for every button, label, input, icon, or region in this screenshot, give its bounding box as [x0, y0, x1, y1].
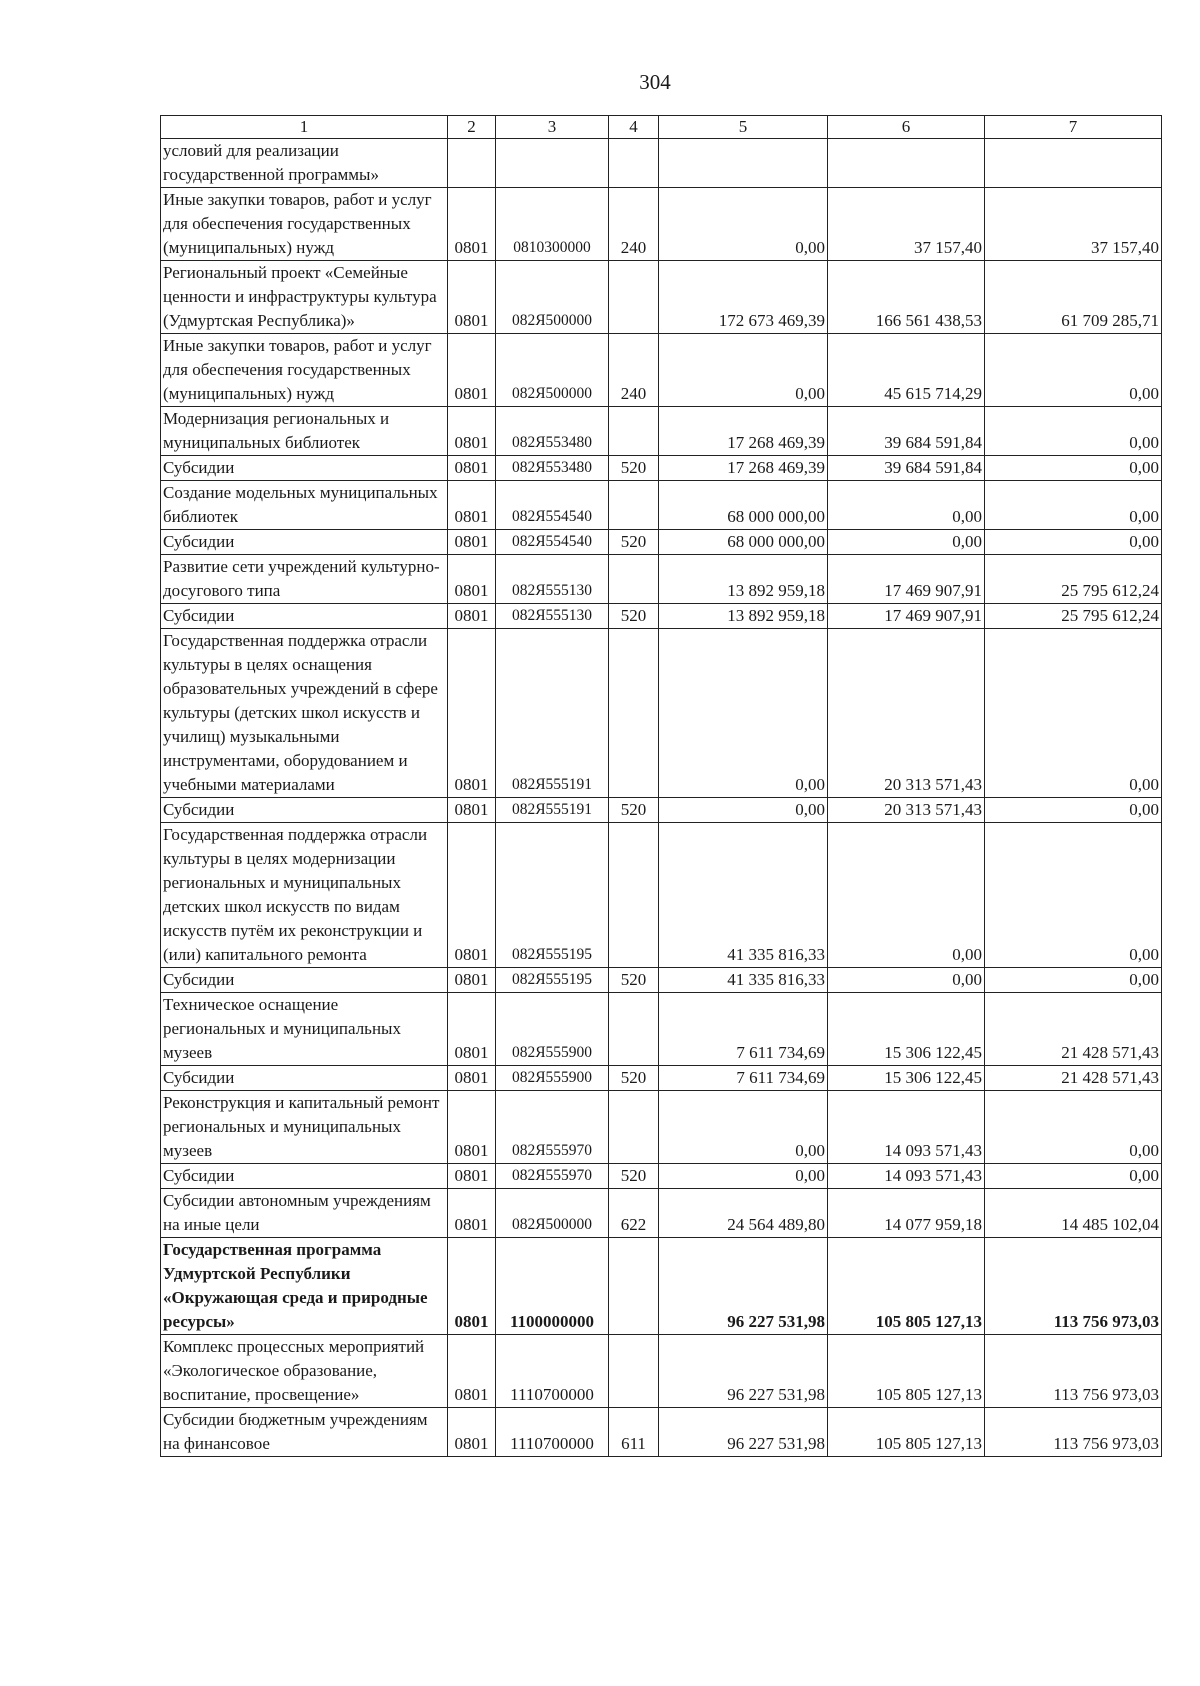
row-name: условий для реализации государственной программы»: [161, 139, 448, 188]
amount-col7: 37 157,40: [985, 188, 1162, 261]
amount-col5: 68 000 000,00: [659, 481, 828, 530]
section-code: 0801: [448, 407, 496, 456]
amount-col7: 113 756 973,03: [985, 1335, 1162, 1408]
section-code: [448, 139, 496, 188]
target-article: 082Я555130: [496, 604, 609, 629]
column-header-1: 1: [161, 116, 448, 139]
amount-col7: 0,00: [985, 1164, 1162, 1189]
section-code: 0801: [448, 604, 496, 629]
row-name: Государственная программа Удмуртской Республики «Окружающая среда и природные ресурсы»: [161, 1238, 448, 1335]
expense-type: [609, 823, 659, 968]
amount-col7: 0,00: [985, 407, 1162, 456]
column-header-5: 5: [659, 116, 828, 139]
section-code: 0801: [448, 993, 496, 1066]
expense-type: 520: [609, 1164, 659, 1189]
amount-col5: 17 268 469,39: [659, 456, 828, 481]
expense-type: 240: [609, 188, 659, 261]
row-name: Государственная поддержка отрасли культуры в целях оснащения образовательных учреждений в сфере культуры (детских школ искусств и училищ) музыкальными инструментами, оборудованием и учебными материалами: [161, 629, 448, 798]
table-row-program: [161, 1238, 1162, 1335]
expense-type: [609, 139, 659, 188]
amount-col7: 0,00: [985, 530, 1162, 555]
expense-type: [609, 407, 659, 456]
amount-col7: 25 795 612,24: [985, 555, 1162, 604]
amount-col6: 105 805 127,13: [828, 1335, 985, 1408]
section-code: 0801: [448, 261, 496, 334]
expense-type: [609, 993, 659, 1066]
expense-type: [609, 481, 659, 530]
expense-type: 520: [609, 456, 659, 481]
row-name: Субсидии: [161, 456, 448, 481]
table-row: [161, 1091, 1162, 1164]
amount-col7: 0,00: [985, 968, 1162, 993]
amount-col5: 0,00: [659, 798, 828, 823]
section-code: 0801: [448, 456, 496, 481]
amount-col6: 39 684 591,84: [828, 456, 985, 481]
row-name: Государственная поддержка отрасли культуры в целях модернизации региональных и муниципальных детских школ искусств по видам искусств путём их реконструкции и (или) капитального ремонта: [161, 823, 448, 968]
row-name: Субсидии автономным учреждениям на иные цели: [161, 1189, 448, 1238]
row-name: Региональный проект «Семейные ценности и инфраструктуры культура (Удмуртская Республика)»: [161, 261, 448, 334]
column-header-2: 2: [448, 116, 496, 139]
row-name: Субсидии: [161, 798, 448, 823]
target-article: 082Я553480: [496, 456, 609, 481]
amount-col5: 172 673 469,39: [659, 261, 828, 334]
amount-col6: 15 306 122,45: [828, 993, 985, 1066]
amount-col5: 7 611 734,69: [659, 993, 828, 1066]
table-row: [161, 968, 1162, 993]
section-code: 0801: [448, 1189, 496, 1238]
target-article: 082Я555970: [496, 1164, 609, 1189]
expense-type: 520: [609, 530, 659, 555]
amount-col6: 37 157,40: [828, 188, 985, 261]
row-name: Субсидии: [161, 1164, 448, 1189]
section-code: 0801: [448, 334, 496, 407]
table-row: [161, 555, 1162, 604]
section-code: 0801: [448, 1335, 496, 1408]
table-row: [161, 629, 1162, 798]
column-header-7: 7: [985, 116, 1162, 139]
table-row: [161, 334, 1162, 407]
table-row: [161, 1408, 1162, 1457]
amount-col5: 7 611 734,69: [659, 1066, 828, 1091]
amount-col6: 0,00: [828, 823, 985, 968]
expense-type: [609, 1335, 659, 1408]
target-article: 082Я555900: [496, 1066, 609, 1091]
target-article: 0810300000: [496, 188, 609, 261]
table-row: [161, 407, 1162, 456]
expense-type: 611: [609, 1408, 659, 1457]
amount-col5: 13 892 959,18: [659, 604, 828, 629]
table-row: [161, 188, 1162, 261]
row-name: Иные закупки товаров, работ и услуг для обеспечения государственных (муниципальных) нужд: [161, 334, 448, 407]
amount-col7: 0,00: [985, 629, 1162, 798]
section-code: 0801: [448, 1091, 496, 1164]
amount-col6: [828, 139, 985, 188]
amount-col6: 0,00: [828, 481, 985, 530]
row-name: Техническое оснащение региональных и муниципальных музеев: [161, 993, 448, 1066]
table-row: [161, 798, 1162, 823]
row-name: Создание модельных муниципальных библиотек: [161, 481, 448, 530]
target-article: 082Я555191: [496, 629, 609, 798]
target-article: 1110700000: [496, 1408, 609, 1457]
amount-col7: 0,00: [985, 798, 1162, 823]
column-header-3: 3: [496, 116, 609, 139]
section-code: 0801: [448, 555, 496, 604]
amount-col5: 24 564 489,80: [659, 1189, 828, 1238]
target-article: 082Я554540: [496, 481, 609, 530]
table-row: [161, 604, 1162, 629]
target-article: 082Я555130: [496, 555, 609, 604]
expense-type: [609, 555, 659, 604]
target-article: 082Я555195: [496, 823, 609, 968]
amount-col5: 17 268 469,39: [659, 407, 828, 456]
table-row: [161, 261, 1162, 334]
target-article: 1100000000: [496, 1238, 609, 1335]
row-name: Комплекс процессных мероприятий «Экологическое образование, воспитание, просвещение»: [161, 1335, 448, 1408]
amount-col7: 0,00: [985, 823, 1162, 968]
table-row: [161, 481, 1162, 530]
target-article: 082Я555900: [496, 993, 609, 1066]
amount-col5: [659, 139, 828, 188]
target-article: 082Я553480: [496, 407, 609, 456]
row-name: Субсидии бюджетным учреждениям на финансовое: [161, 1408, 448, 1457]
table-row: [161, 456, 1162, 481]
row-name: Реконструкция и капитальный ремонт региональных и муниципальных музеев: [161, 1091, 448, 1164]
target-article: 082Я500000: [496, 261, 609, 334]
section-code: 0801: [448, 1066, 496, 1091]
expense-type: 240: [609, 334, 659, 407]
table-row: [161, 823, 1162, 968]
amount-col5: 0,00: [659, 1091, 828, 1164]
target-article: 082Я554540: [496, 530, 609, 555]
amount-col6: 105 805 127,13: [828, 1408, 985, 1457]
target-article: [496, 139, 609, 188]
amount-col6: 0,00: [828, 530, 985, 555]
expense-type: [609, 629, 659, 798]
row-name: Субсидии: [161, 968, 448, 993]
amount-col6: 20 313 571,43: [828, 798, 985, 823]
amount-col7: 113 756 973,03: [985, 1408, 1162, 1457]
amount-col7: [985, 139, 1162, 188]
amount-col6: 17 469 907,91: [828, 604, 985, 629]
section-code: 0801: [448, 629, 496, 798]
row-name: Модернизация региональных и муниципальных библиотек: [161, 407, 448, 456]
column-header-6: 6: [828, 116, 985, 139]
amount-col7: 0,00: [985, 481, 1162, 530]
table-row: [161, 993, 1162, 1066]
target-article: 082Я500000: [496, 334, 609, 407]
amount-col6: 0,00: [828, 968, 985, 993]
section-code: 0801: [448, 530, 496, 555]
row-name: Субсидии: [161, 530, 448, 555]
amount-col5: 96 227 531,98: [659, 1238, 828, 1335]
row-name: Развитие сети учреждений культурно-досугового типа: [161, 555, 448, 604]
amount-col6: 39 684 591,84: [828, 407, 985, 456]
amount-col6: 20 313 571,43: [828, 629, 985, 798]
table-row: [161, 1164, 1162, 1189]
amount-col5: 0,00: [659, 1164, 828, 1189]
amount-col6: 14 093 571,43: [828, 1164, 985, 1189]
amount-col5: 0,00: [659, 629, 828, 798]
table-row: [161, 139, 1162, 188]
expense-type: [609, 1091, 659, 1164]
target-article: 082Я555195: [496, 968, 609, 993]
section-code: 0801: [448, 823, 496, 968]
amount-col5: 96 227 531,98: [659, 1408, 828, 1457]
row-name: Субсидии: [161, 1066, 448, 1091]
amount-col5: 0,00: [659, 188, 828, 261]
amount-col6: 45 615 714,29: [828, 334, 985, 407]
amount-col7: 25 795 612,24: [985, 604, 1162, 629]
header-row: [161, 116, 1162, 139]
amount-col6: 166 561 438,53: [828, 261, 985, 334]
section-code: 0801: [448, 968, 496, 993]
budget-table: [160, 115, 1162, 1457]
amount-col5: 96 227 531,98: [659, 1335, 828, 1408]
amount-col7: 14 485 102,04: [985, 1189, 1162, 1238]
amount-col7: 0,00: [985, 1091, 1162, 1164]
amount-col6: 14 077 959,18: [828, 1189, 985, 1238]
amount-col5: 0,00: [659, 334, 828, 407]
table-row: [161, 530, 1162, 555]
amount-col7: 113 756 973,03: [985, 1238, 1162, 1335]
amount-col5: 68 000 000,00: [659, 530, 828, 555]
expense-type: 520: [609, 1066, 659, 1091]
amount-col6: 105 805 127,13: [828, 1238, 985, 1335]
target-article: 082Я500000: [496, 1189, 609, 1238]
amount-col5: 13 892 959,18: [659, 555, 828, 604]
amount-col5: 41 335 816,33: [659, 823, 828, 968]
amount-col7: 0,00: [985, 334, 1162, 407]
expense-type: 622: [609, 1189, 659, 1238]
expense-type: 520: [609, 798, 659, 823]
section-code: 0801: [448, 188, 496, 261]
section-code: 0801: [448, 1238, 496, 1335]
expense-type: [609, 1238, 659, 1335]
section-code: 0801: [448, 1408, 496, 1457]
amount-col7: 21 428 571,43: [985, 1066, 1162, 1091]
section-code: 0801: [448, 481, 496, 530]
row-name: Субсидии: [161, 604, 448, 629]
column-header-4: 4: [609, 116, 659, 139]
page-number: 304: [639, 70, 671, 94]
target-article: 082Я555970: [496, 1091, 609, 1164]
amount-col5: 41 335 816,33: [659, 968, 828, 993]
target-article: 082Я555191: [496, 798, 609, 823]
amount-col6: 14 093 571,43: [828, 1091, 985, 1164]
target-article: 1110700000: [496, 1335, 609, 1408]
table-row: [161, 1335, 1162, 1408]
amount-col6: 17 469 907,91: [828, 555, 985, 604]
expense-type: 520: [609, 604, 659, 629]
section-code: 0801: [448, 798, 496, 823]
amount-col6: 15 306 122,45: [828, 1066, 985, 1091]
table-row: [161, 1189, 1162, 1238]
row-name: Иные закупки товаров, работ и услуг для обеспечения государственных (муниципальных) нужд: [161, 188, 448, 261]
amount-col7: 21 428 571,43: [985, 993, 1162, 1066]
amount-col7: 0,00: [985, 456, 1162, 481]
amount-col7: 61 709 285,71: [985, 261, 1162, 334]
section-code: 0801: [448, 1164, 496, 1189]
table-row: [161, 1066, 1162, 1091]
expense-type: 520: [609, 968, 659, 993]
expense-type: [609, 261, 659, 334]
